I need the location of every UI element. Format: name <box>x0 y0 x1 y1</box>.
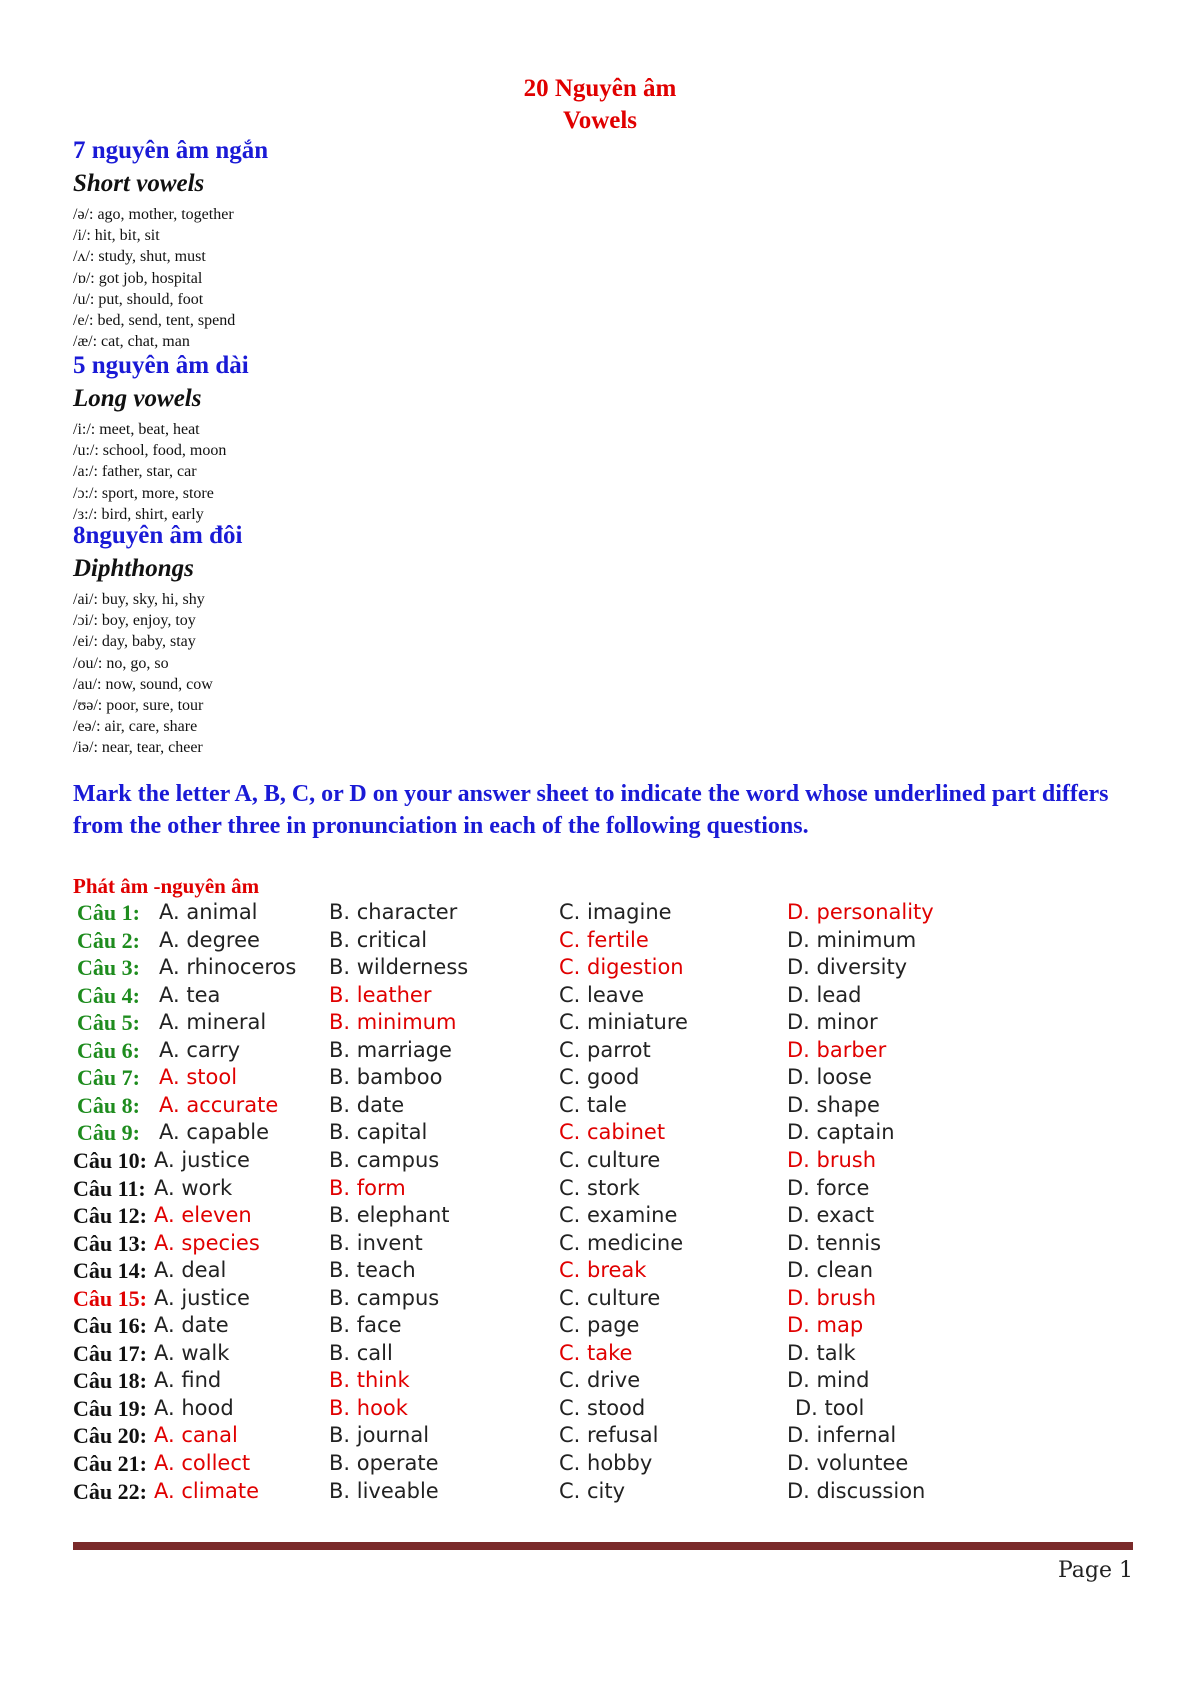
question-row <box>73 1286 1133 1314</box>
answer-option-a: A. accurate <box>159 1092 279 1117</box>
answer-option-b: B. capital <box>329 1120 428 1145</box>
answer-option-c: C. medicine <box>559 1230 684 1255</box>
question-row <box>73 1396 1133 1424</box>
answer-option-d: D. tennis <box>787 1230 882 1255</box>
question-label: Câu 7: <box>77 1065 140 1091</box>
answer-option-a: A. stool <box>159 1065 238 1090</box>
answer-option-c: C. cabinet <box>559 1120 666 1145</box>
answer-option-c: C. refusal <box>559 1423 659 1448</box>
answer-option-a: A. justice <box>154 1147 250 1172</box>
answer-option-b: B. leather <box>329 982 432 1007</box>
vowel-example-line: /ʊə/: poor, sure, tour <box>73 697 204 714</box>
answer-option-d: D. clean <box>787 1258 873 1283</box>
answer-option-a: A. tea <box>159 982 221 1007</box>
answer-option-b: B. campus <box>329 1147 440 1172</box>
question-label: Câu 3: <box>77 955 140 981</box>
answer-option-a: A. work <box>154 1175 233 1200</box>
question-row <box>73 1451 1133 1479</box>
answer-option-c: C. drive <box>559 1368 641 1393</box>
question-label: Câu 11: <box>73 1175 146 1201</box>
question-row <box>73 1313 1133 1341</box>
answer-option-a: A. deal <box>154 1258 227 1283</box>
question-label: Câu 20: <box>73 1423 147 1449</box>
answer-option-d: D. mind <box>787 1368 870 1393</box>
answer-option-d: D. loose <box>787 1065 872 1090</box>
answer-option-b: B. minimum <box>329 1010 457 1035</box>
question-label: Câu 22: <box>73 1478 147 1504</box>
vowel-example-line: /eə/: air, care, share <box>73 718 198 736</box>
answer-option-a: A. rhinoceros <box>159 955 297 980</box>
vowel-example-line: /ʌ/: study, shut, must <box>73 248 206 266</box>
question-label: Câu 10: <box>73 1147 147 1173</box>
question-label: Câu 16: <box>73 1313 147 1339</box>
answer-option-a: A. climate <box>154 1478 260 1503</box>
answer-option-d: D. shape <box>787 1092 880 1117</box>
vowel-example-line: /ei/: day, baby, stay <box>73 633 196 651</box>
section-heading-en: Diphthongs <box>73 555 194 582</box>
section-heading-vn: 5 nguyên âm dài <box>73 352 249 379</box>
answer-option-c: C. culture <box>559 1285 661 1310</box>
vowel-example-line: /æ/: cat, chat, man <box>73 333 190 351</box>
answer-option-d: D. diversity <box>787 955 908 980</box>
answer-option-c: C. city <box>559 1478 626 1503</box>
vowel-example-line: /iə/: near, tear, cheer <box>73 739 203 757</box>
answer-option-d: D. talk <box>787 1340 856 1365</box>
answer-option-c: C. tale <box>559 1092 627 1117</box>
question-row <box>73 928 1133 956</box>
vowel-example-line: /au/: now, sound, cow <box>73 675 213 693</box>
answer-option-b: B. journal <box>329 1423 430 1448</box>
question-row <box>73 900 1133 928</box>
question-row <box>73 1065 1133 1093</box>
vowel-example-line: /a:/: father, star, car <box>73 463 197 481</box>
page-number: Page 1 <box>1057 1558 1133 1583</box>
answer-option-b: B. think <box>329 1368 410 1393</box>
answer-option-c: C. digestion <box>559 955 684 980</box>
answer-option-c: C. imagine <box>559 900 672 924</box>
answer-option-a: A. animal <box>159 900 258 924</box>
question-label: Câu 14: <box>73 1258 147 1284</box>
question-label: Câu 2: <box>77 927 140 953</box>
question-row <box>73 1423 1133 1451</box>
answer-option-b: B. teach <box>329 1258 416 1283</box>
vowel-example-line: /i/: hit, bit, sit <box>73 227 160 245</box>
question-label: Câu 13: <box>73 1230 147 1256</box>
answer-option-a: A. collect <box>154 1451 251 1475</box>
answer-option-c: C. miniature <box>559 1010 688 1035</box>
answer-option-b: B. invent <box>329 1230 423 1255</box>
answer-option-c: C. take <box>559 1340 633 1365</box>
question-label: Câu 5: <box>77 1010 140 1036</box>
page-title: 20 Nguyên âm <box>523 75 677 102</box>
answer-option-b: B. wilderness <box>329 955 469 980</box>
answer-option-a: A. degree <box>159 927 260 952</box>
answer-option-c: C. stork <box>559 1175 640 1200</box>
answer-option-b: B. character <box>329 900 458 924</box>
answer-option-a: A. date <box>154 1313 229 1338</box>
question-label: Câu 12: <box>73 1203 147 1229</box>
vowel-example-line: /ɒ/: got job, hospital <box>73 269 203 287</box>
page-subtitle: Vowels <box>562 107 638 134</box>
section-heading-en: Long vowels <box>73 385 202 412</box>
answer-option-b: B. elephant <box>329 1203 450 1228</box>
question-row <box>73 1148 1133 1176</box>
answer-option-b: B. liveable <box>329 1478 439 1503</box>
question-row <box>73 1120 1133 1148</box>
answer-option-b: B. face <box>329 1313 402 1338</box>
answer-option-c: C. stood <box>559 1395 646 1420</box>
answer-option-b: B. form <box>329 1175 406 1200</box>
question-label: Câu 18: <box>73 1368 147 1394</box>
answer-option-a: A. canal <box>154 1423 238 1448</box>
instruction-text: Mark the letter A, B, C, or D on your answer sheet to indicate the word whose underlined part differs from the other three in pronunciation in each of the following questions. <box>73 781 1109 839</box>
answer-option-d: D. infernal <box>787 1423 897 1448</box>
answer-option-d: D. voluntee <box>787 1451 909 1475</box>
question-row <box>73 1010 1133 1038</box>
question-row <box>73 1368 1133 1396</box>
answer-option-b: B. critical <box>329 927 428 952</box>
answer-option-b: B. hook <box>329 1395 408 1420</box>
answer-option-b: B. operate <box>329 1451 439 1475</box>
question-label: Câu 6: <box>77 1037 140 1063</box>
question-row <box>73 955 1133 983</box>
vowel-example-line: /ə/: ago, mother, together <box>73 206 234 223</box>
answer-option-c: C. break <box>559 1258 647 1283</box>
question-row <box>73 1258 1133 1286</box>
answer-option-d: D. map <box>787 1313 864 1338</box>
section-heading-vn: 7 nguyên âm ngắn <box>73 137 269 164</box>
answer-option-d: D. brush <box>787 1147 877 1172</box>
question-row <box>73 1479 1133 1507</box>
answer-option-d: D. exact <box>787 1203 875 1228</box>
answer-option-d: D. minor <box>787 1010 878 1035</box>
question-label: Câu 9: <box>77 1120 140 1146</box>
answer-option-a: A. find <box>154 1368 222 1393</box>
question-row <box>73 1341 1133 1369</box>
answer-option-d: D. captain <box>787 1120 895 1145</box>
answer-option-a: A. capable <box>159 1120 270 1145</box>
answer-option-c: C. hobby <box>559 1451 653 1475</box>
question-label: Câu 4: <box>77 982 140 1008</box>
answer-option-d: D. personality <box>787 900 934 924</box>
vowel-example-line: /e/: bed, send, tent, spend <box>73 312 236 329</box>
vowel-example-line: /u:/: school, food, moon <box>73 442 227 460</box>
answer-option-c: C. examine <box>559 1203 678 1228</box>
question-row <box>73 1203 1133 1231</box>
question-row <box>73 1231 1133 1259</box>
section-label: Phát âm -nguyên âm <box>73 874 260 898</box>
question-row <box>73 1038 1133 1066</box>
question-label: Câu 8: <box>77 1092 140 1118</box>
vowel-example-line: /ou/: no, go, so <box>73 654 169 672</box>
question-label: Câu 21: <box>73 1451 147 1476</box>
question-row <box>73 1093 1133 1121</box>
question-label: Câu 17: <box>73 1340 147 1366</box>
answer-option-b: B. campus <box>329 1285 440 1310</box>
vowel-example-line: /u/: put, should, foot <box>73 290 204 308</box>
answer-option-d: D. minimum <box>787 927 917 952</box>
answer-option-c: C. page <box>559 1313 640 1338</box>
vowel-example-line: /ɜ:/: bird, shirt, early <box>73 505 204 523</box>
answer-option-d: D. brush <box>787 1285 877 1310</box>
question-label: Câu 15: <box>73 1285 147 1311</box>
answer-option-c: C. culture <box>559 1147 661 1172</box>
answer-option-a: A. eleven <box>154 1203 252 1228</box>
answer-option-c: C. fertile <box>559 927 649 952</box>
vowel-example-line: /i:/: meet, beat, heat <box>73 421 200 438</box>
answer-option-d: D. discussion <box>787 1478 926 1503</box>
answer-option-a: A. species <box>154 1230 260 1255</box>
answer-option-a: A. hood <box>154 1395 234 1420</box>
question-row <box>73 1176 1133 1204</box>
answer-option-b: B. marriage <box>329 1037 452 1062</box>
answer-option-c: C. parrot <box>559 1037 651 1062</box>
question-label: Câu 1: <box>77 900 140 925</box>
vowel-example-line: /ai/: buy, sky, hi, shy <box>73 591 205 608</box>
footer-rule <box>73 1542 1133 1550</box>
question-label: Câu 19: <box>73 1395 147 1421</box>
answer-option-d: D. lead <box>787 982 862 1007</box>
answer-option-a: A. carry <box>159 1037 241 1062</box>
answer-option-a: A. mineral <box>159 1010 267 1035</box>
answer-option-a: A. justice <box>154 1285 250 1310</box>
question-row <box>73 983 1133 1011</box>
answer-option-c: C. good <box>559 1065 640 1090</box>
section-heading-vn: 8nguyên âm đôi <box>73 522 243 549</box>
vowel-example-line: /ɔ:/: sport, more, store <box>73 484 214 502</box>
answer-option-a: A. walk <box>154 1340 230 1365</box>
section-heading-en: Short vowels <box>73 170 205 197</box>
answer-option-b: B. bamboo <box>329 1065 443 1090</box>
answer-option-d: D. tool <box>795 1395 865 1420</box>
answer-option-d: D. barber <box>787 1037 887 1062</box>
vowel-example-line: /ɔi/: boy, enjoy, toy <box>73 612 196 630</box>
answer-option-b: B. call <box>329 1340 393 1365</box>
answer-option-c: C. leave <box>559 982 644 1007</box>
answer-option-b: B. date <box>329 1092 405 1117</box>
answer-option-d: D. force <box>787 1175 870 1200</box>
